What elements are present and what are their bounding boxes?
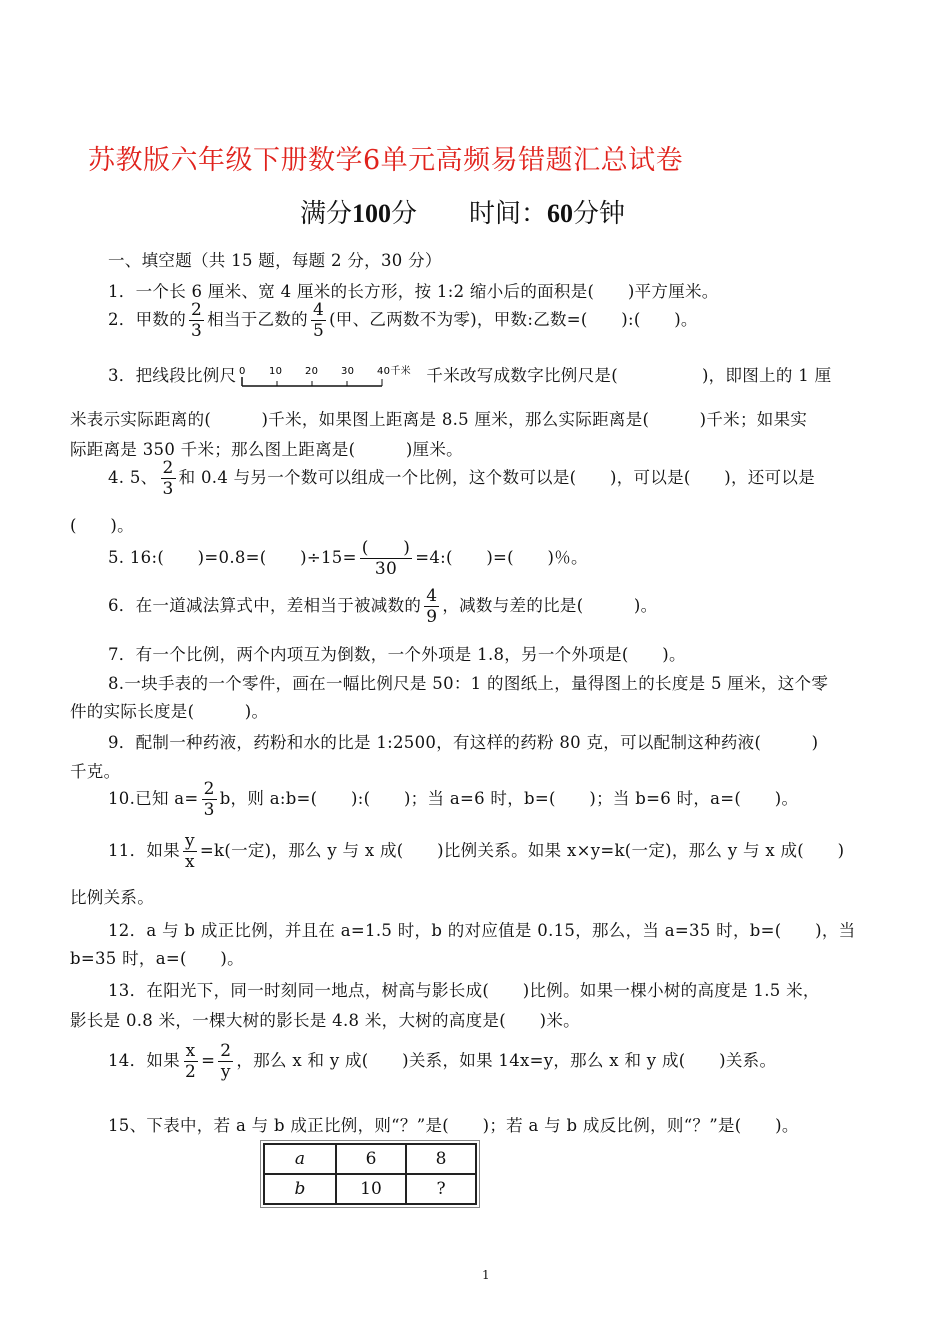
fraction	[360, 538, 412, 579]
score-label: 满分	[300, 199, 353, 229]
fraction-numerator: 2	[191, 300, 203, 320]
fraction	[424, 586, 439, 627]
question-6-text-a: 6．在一道减法算式中，差相当于被减数的	[108, 596, 422, 615]
ruler-tick-label: 30	[341, 365, 355, 377]
question-10-text-a: 10.已知 a=	[108, 789, 199, 808]
question-6	[108, 586, 657, 627]
document-subtitle	[300, 193, 625, 230]
table-cell: 6	[336, 1144, 406, 1174]
question-3-text-a: 3．把线段比例尺	[108, 366, 237, 385]
ruler-tick-label: 10	[269, 365, 283, 377]
question-4-line-2: ( )。	[70, 516, 134, 535]
question-9-line-2: 千克。	[70, 762, 121, 781]
line-scale-ruler	[238, 364, 424, 390]
question-10-text-b: b，则 a:b=( ):( )；当 a=6 时，b=( )；当 b=6 时，a=( )。	[219, 789, 799, 808]
equals-sign: =	[201, 1051, 216, 1070]
fraction-denominator: 9	[426, 607, 438, 627]
question-15: 15、下表中，若 a 与 b 成正比例，则“？”是( )；若 a 与 b 成反比例，则“？”是( )。	[108, 1116, 799, 1135]
fraction-denominator: 2	[185, 1062, 197, 1082]
table-row	[264, 1174, 476, 1204]
question-5-text-a: 5. 16:( )=0.8=( )÷15=	[108, 548, 357, 567]
question-13: 13．在阳光下，同一时刻同一地点，树高与影长成( )比例。如果一棵小树的高度是 1.5 米，	[108, 981, 820, 1000]
question-4-text-b: 和 0.4 与另一个数可以组成一个比例，这个数可以是( )，可以是( )，还可以是	[178, 468, 816, 487]
table-cell: ?	[406, 1174, 476, 1204]
fraction	[202, 779, 217, 820]
ruler-tick-label: 40千米	[377, 365, 412, 377]
fraction-denominator: y	[220, 1062, 231, 1082]
question-2-text-a: 2．甲数的	[108, 310, 186, 329]
fraction-numerator: 2	[162, 458, 174, 478]
question-14-text-b: ，那么 x 和 y 成( )关系，如果 14x=y，那么 x 和 y 成( )关系。	[236, 1051, 777, 1070]
question-11	[108, 831, 844, 872]
fraction-numerator: y	[185, 831, 195, 851]
table-cell: b	[264, 1174, 336, 1204]
question-3-text-b: 千米改写成数字比例尺是( )，即图上的 1 厘	[426, 366, 832, 385]
fraction	[183, 831, 197, 872]
time-value: 60	[547, 199, 574, 228]
question-2-text-c: (甲、乙两数不为零)，甲数:乙数=( ):( )。	[329, 310, 698, 329]
question-1: 1．一个长 6 厘米、宽 4 厘米的长方形，按 1:2 缩小后的面积是( )平方厘米。	[108, 282, 719, 301]
fraction-denominator: 3	[191, 321, 203, 341]
fraction-denominator: 30	[374, 559, 398, 579]
fraction-numerator: 2	[203, 779, 215, 799]
time-unit: 分钟	[573, 199, 626, 229]
fraction-numerator: 4	[312, 300, 325, 320]
ruler-tick-label: 20	[305, 365, 319, 377]
time-label: 时间：	[469, 199, 548, 229]
score-unit: 分	[391, 199, 418, 229]
section-heading: 一、填空题（共 15 题，每题 2 分，30 分）	[108, 251, 442, 270]
fraction	[311, 300, 326, 341]
ratio-table-frame	[260, 1140, 480, 1208]
fraction-numerator: 2	[220, 1041, 232, 1061]
ratio-table	[263, 1143, 477, 1205]
question-3-line-3: 际距离是 350 千米；那么图上距离是( )厘米。	[70, 440, 463, 459]
fraction-numerator: ( )	[361, 538, 411, 558]
question-10	[108, 779, 798, 820]
question-3	[108, 362, 831, 390]
fraction	[189, 300, 204, 341]
question-5-text-b: =4:( )=( )％。	[415, 548, 588, 567]
question-9: 9．配制一种药液，药粉和水的比是 1:2500，有这样的药粉 80 克，可以配制这种药液( )	[108, 733, 819, 752]
question-8-line-2: 件的实际长度是( )。	[70, 702, 269, 721]
question-14	[108, 1041, 776, 1082]
fraction	[183, 1041, 198, 1082]
fraction	[218, 1041, 233, 1082]
question-8: 8.一块手表的一个零件，画在一幅比例尺是 50：1 的图纸上，量得图上的长度是 5 厘米，这个零	[108, 674, 829, 693]
question-2	[108, 300, 698, 341]
fraction-numerator: x	[185, 1041, 196, 1061]
question-11-text-a: 11．如果	[108, 841, 180, 860]
question-4	[108, 458, 815, 499]
document-title: 苏教版六年级下册数学6单元高频易错题汇总试卷	[88, 145, 684, 176]
question-12: 12．a 与 b 成正比例，并且在 a=1.5 时，b 的对应值是 0.15，那么，当 a=35 时，b=( )，当	[108, 921, 856, 940]
ruler-tick-label: 0	[239, 365, 247, 377]
question-12-line-2: b=35 时，a=( )。	[70, 949, 244, 968]
score-value: 100	[352, 199, 392, 228]
table-cell: 8	[406, 1144, 476, 1174]
fraction	[161, 458, 176, 499]
page-number: 1	[482, 1268, 490, 1282]
fraction-numerator: 4	[426, 586, 438, 606]
question-6-text-b: ，减数与差的比是( )。	[442, 596, 658, 615]
question-7: 7．有一个比例，两个内项互为倒数，一个外项是 1.8，另一个外项是( )。	[108, 645, 686, 664]
question-5	[108, 538, 588, 579]
fraction-denominator: 3	[203, 800, 215, 820]
question-3-line-2: 米表示实际距离的( )千米，如果图上距离是 8.5 厘米，那么实际距离是( )千米；如果实	[70, 410, 808, 429]
table-cell: a	[264, 1144, 336, 1174]
fraction-denominator: 5	[312, 321, 325, 341]
fraction-denominator: 3	[162, 479, 174, 499]
question-2-text-b: 相当于乙数的	[207, 310, 308, 329]
question-14-text-a: 14．如果	[108, 1051, 180, 1070]
question-13-line-2: 影长是 0.8 米，一棵大树的影长是 4.8 米，大树的高度是( )米。	[70, 1011, 580, 1030]
fraction-denominator: x	[185, 852, 195, 872]
table-cell: 10	[336, 1174, 406, 1204]
question-11-line-2: 比例关系。	[70, 888, 154, 907]
question-11-text-b: =k(一定)，那么 y 与 x 成( )比例关系。如果 x×y=k(一定)，那么 y 与 x 成( )	[199, 841, 845, 860]
table-row	[264, 1144, 476, 1174]
question-4-text-a: 4. 5、	[108, 468, 158, 487]
